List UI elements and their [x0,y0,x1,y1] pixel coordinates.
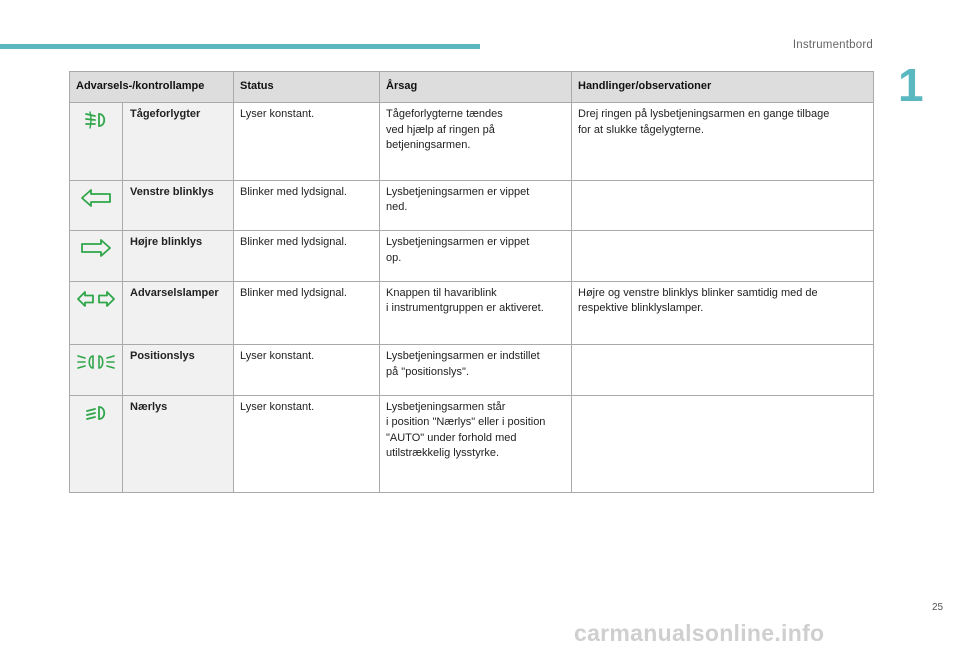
header-status: Status [234,72,380,103]
lamp-action [572,231,874,282]
lamp-name: Venstre blinklys [123,180,234,231]
header-actions: Handlinger/observationer [572,72,874,103]
lamp-name: Nærlys [123,395,234,492]
warning-lamp-table [69,71,874,493]
right-turn-signal-icon [79,237,113,259]
table-row [70,103,874,181]
watermark: carmanualsonline.info [574,620,825,646]
lamp-status: Blinker med lydsignal. [234,231,380,282]
icon-cell [70,395,123,492]
lamp-status: Lyser konstant. [234,345,380,396]
icon-cell [70,180,123,231]
icon-cell [70,231,123,282]
table-header-row [70,72,874,103]
lamp-status: Blinker med lydsignal. [234,281,380,345]
section-title: Instrumentbord [792,39,873,51]
icon-cell [70,281,123,345]
header-accent-bar [0,44,480,49]
lamp-name: Tågeforlygter [123,103,234,181]
lamp-status: Lyser konstant. [234,103,380,181]
table-row [70,345,874,396]
fog-light-icon [82,109,110,131]
lamp-cause: Knappen til havariblink i instrumentgruppen er aktiveret. [380,281,572,345]
hazard-lights-icon [76,288,116,310]
lamp-cause: Lysbetjeningsarmen er vippet op. [380,231,572,282]
lamp-status: Lyser konstant. [234,395,380,492]
icon-cell [70,345,123,396]
table-row [70,180,874,231]
lamp-cause: Tågeforlygterne tændes ved hjælp af ringen på betjeningsarmen. [380,103,572,181]
lamp-cause: Lysbetjeningsarmen er indstillet på "positionslys". [380,345,572,396]
icon-cell [70,103,123,181]
lamp-action: Drej ringen på lysbetjeningsarmen en gange tilbage for at slukke tågelygterne. [572,103,874,181]
lamp-action [572,345,874,396]
lamp-cause: Lysbetjeningsarmen er vippet ned. [380,180,572,231]
lamp-name: Advarselslamper [123,281,234,345]
table-row [70,395,874,492]
lamp-status: Blinker med lydsignal. [234,180,380,231]
lamp-action [572,180,874,231]
position-lights-icon [76,351,116,373]
left-turn-signal-icon [79,187,113,209]
table-row [70,231,874,282]
lamp-cause: Lysbetjeningsarmen står i position "Nærlys" eller i position "AUTO" under forhold med utilstrækkelig lysstyrke. [380,395,572,492]
lamp-name: Positionslys [123,345,234,396]
chapter-number: 1 [898,59,924,111]
lamp-action [572,395,874,492]
header-lamp: Advarsels-/kontrollampe [70,72,234,103]
lamp-action: Højre og venstre blinklys blinker samtidig med de respektive blinklyslamper. [572,281,874,345]
lamp-name: Højre blinklys [123,231,234,282]
low-beam-icon [82,402,110,424]
page-number: 25 [932,602,944,613]
table-row [70,281,874,345]
header-cause: Årsag [380,72,572,103]
